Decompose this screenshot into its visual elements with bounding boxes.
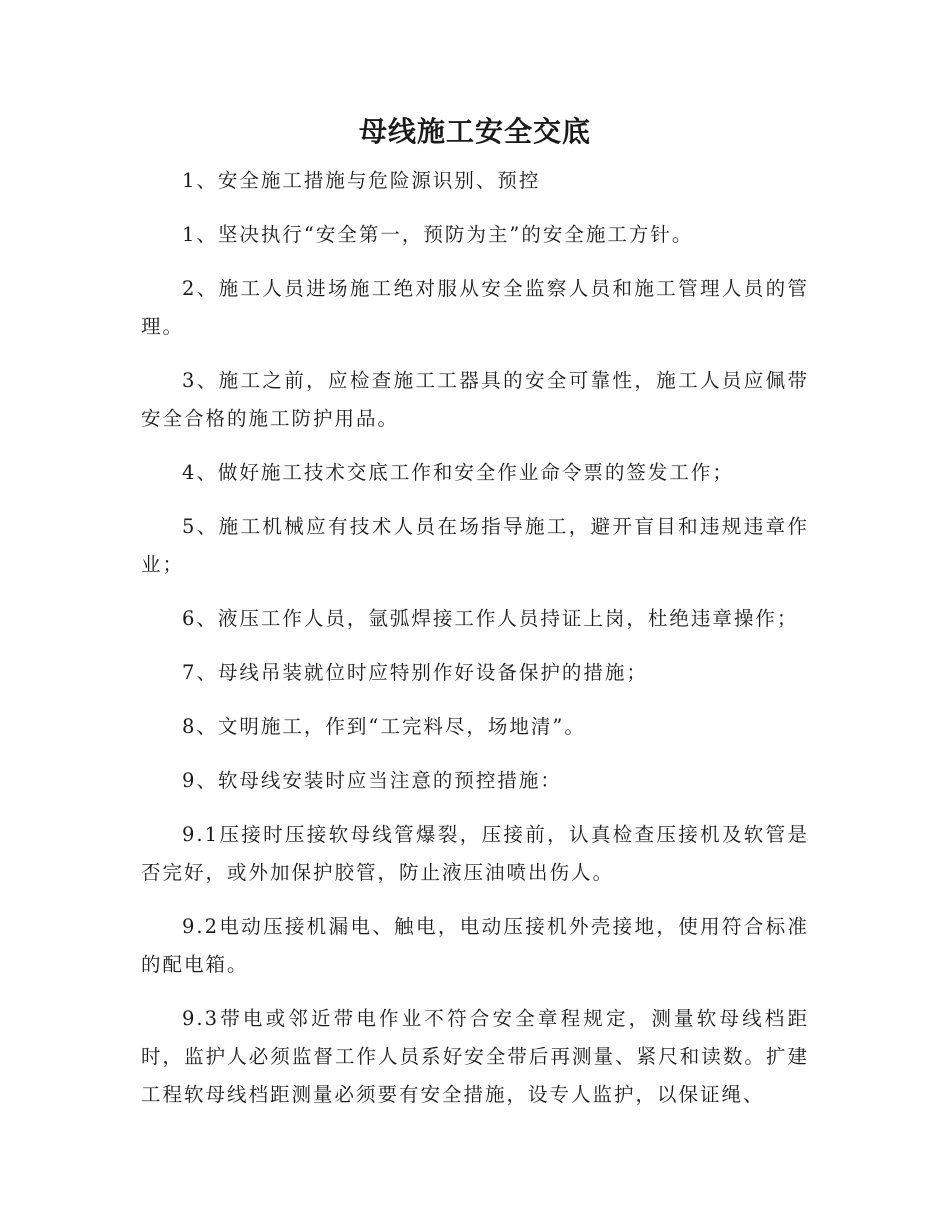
paragraph-item-5: 5、施工机械应有技术人员在场指导施工，避开盲目和违规违章作业； bbox=[141, 515, 809, 576]
paragraph-item-2: 2、施工人员进场施工绝对服从安全监察人员和施工管理人员的管理。 bbox=[141, 277, 809, 338]
paragraph-item-9-2: 9.2电动压接机漏电、触电，电动压接机外壳接地，使用符合标准的配电箱。 bbox=[141, 915, 809, 976]
paragraph-item-1: 1、坚决执行“安全第一，预防为主”的安全施工方针。 bbox=[182, 223, 694, 246]
paragraph-item-6: 6、液压工作人员，氩弧焊接工作人员持证上岗，杜绝违章操作； bbox=[182, 607, 799, 630]
paragraph-item-8: 8、文明施工，作到“工完料尽，场地清”。 bbox=[182, 715, 586, 738]
paragraph-item-3: 3、施工之前，应检查施工工器具的安全可靠性，施工人员应佩带安全合格的施工防护用品。 bbox=[141, 369, 809, 430]
paragraph-section-1-heading: 1、安全施工措施与危险源识别、预控 bbox=[182, 169, 541, 192]
paragraph-item-7: 7、母线吊装就位时应特别作好设备保护的措施； bbox=[182, 661, 648, 684]
document-title: 母线施工安全交底 bbox=[358, 115, 591, 148]
paragraph-item-9-3: 9.3带电或邻近带电作业不符合安全章程规定，测量软母线档距时，监护人必须监督工作人员系好安全带后再测量、紧尺和读数。扩建工程软母线档距测量必须要有安全措施，设专人监护，以保证绳、 bbox=[141, 1007, 809, 1106]
paragraph-item-9-1: 9.1压接时压接软母线管爆裂，压接前，认真检查压接机及软管是否完好，或外加保护胶管，防止液压油喷出伤人。 bbox=[141, 823, 809, 884]
paragraph-item-9: 9、软母线安装时应当注意的预控措施： bbox=[182, 769, 562, 792]
document-body bbox=[141, 162, 809, 1130]
paragraph-item-4: 4、做好施工技术交底工作和安全作业命令票的签发工作； bbox=[182, 461, 734, 484]
